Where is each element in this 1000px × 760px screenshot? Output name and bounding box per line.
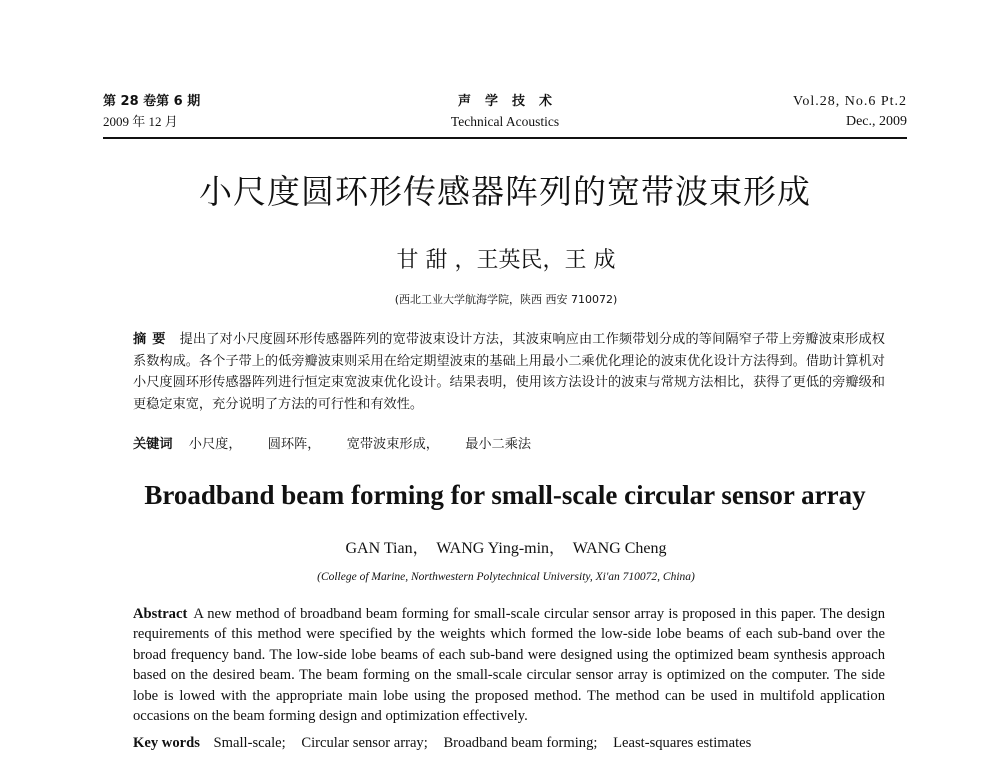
keyword-cn: 圆环阵， bbox=[267, 437, 321, 452]
volume-issue: 第 28 卷第 6 期 bbox=[103, 94, 201, 109]
paper-title-en: Broadband beam forming for small-scale circular sensor array bbox=[144, 480, 866, 510]
abstract-cn bbox=[133, 329, 885, 415]
keyword-en: Circular sensor array; bbox=[301, 735, 428, 751]
abstract-text-cn: 提出了对小尺度圆环形传感器阵列的宽带波束设计方法，其波束响应由工作频带划分成的等间隔窄子带上旁瓣波束形成权系数构成。各个子带上的低旁瓣波束则采用在给定期望波束的基础上用最小二乘优化理论的波束优化设计方法得到。借助计算机对小尺度圆环形传感器阵列进行恒定束宽波束优化设计。结果表明，使用该方法设计的波束与常规方法相比，获得了更低的旁瓣级和更稳定束宽，充分说明了方法的可行性和有效性。 bbox=[133, 332, 885, 412]
keyword-cn: 最小二乘法 bbox=[465, 437, 532, 452]
affiliation-en: (College of Marine, Northwestern Polytechnical University, Xi'an 710072, China) bbox=[317, 571, 695, 583]
volume-number-en: Vol.28, No.6 Pt.2 bbox=[793, 94, 907, 109]
header-rule bbox=[103, 137, 907, 139]
keywords-label-cn: 关键词 bbox=[133, 437, 173, 452]
keyword-en: Small-scale; bbox=[213, 735, 286, 751]
abstract-label-en: Abstract bbox=[133, 606, 188, 622]
keywords-label-en: Key words bbox=[133, 735, 200, 751]
abstract-en bbox=[133, 604, 885, 726]
keywords-en bbox=[133, 733, 763, 753]
authors-cn: 甘 甜 ，王英民，王 成 bbox=[396, 248, 616, 273]
keyword-cn: 宽带波束形成， bbox=[346, 437, 439, 452]
paper-title-cn: 小尺度圆环形传感器阵列的宽带波束形成 bbox=[199, 172, 811, 211]
affiliation-cn: (西北工业大学航海学院，陕西 西安 710072) bbox=[394, 293, 618, 306]
issue-date-cn: 2009 年 12 月 bbox=[103, 114, 178, 129]
keyword-en: Broadband beam forming; bbox=[443, 735, 598, 751]
authors-en: GAN Tian， WANG Ying-min， WANG Cheng bbox=[345, 540, 667, 557]
abstract-label-cn: 摘要 bbox=[133, 332, 172, 347]
keyword-en: Least-squares estimates bbox=[613, 735, 752, 751]
journal-volume-en bbox=[793, 92, 907, 132]
keywords-cn bbox=[133, 434, 553, 456]
keyword-cn: 小尺度， bbox=[188, 437, 242, 452]
journal-name-en: Technical Acoustics bbox=[450, 114, 560, 129]
issue-date-en: Dec., 2009 bbox=[845, 114, 907, 129]
journal-name-cn: 声学技术 bbox=[457, 94, 566, 109]
abstract-text-en: A new method of broadband beam forming for small-scale circular sensor array is proposed in this paper. The design requirements of this method were specified by the weights which formed the low-side lobe beams of each sub-band over the broad frequency band. The low-side lobe beams of each sub-band were designed using the optimized beam synthesis approach based on the desired beam. The beam forming on the small-scale circular sensor array is optimized on the computer. The side lobe is lowed with the appropriate main lobe using the proposed method. The method can be used in multifold application occasions on the beam forming design and optimization effectively. bbox=[133, 606, 885, 725]
